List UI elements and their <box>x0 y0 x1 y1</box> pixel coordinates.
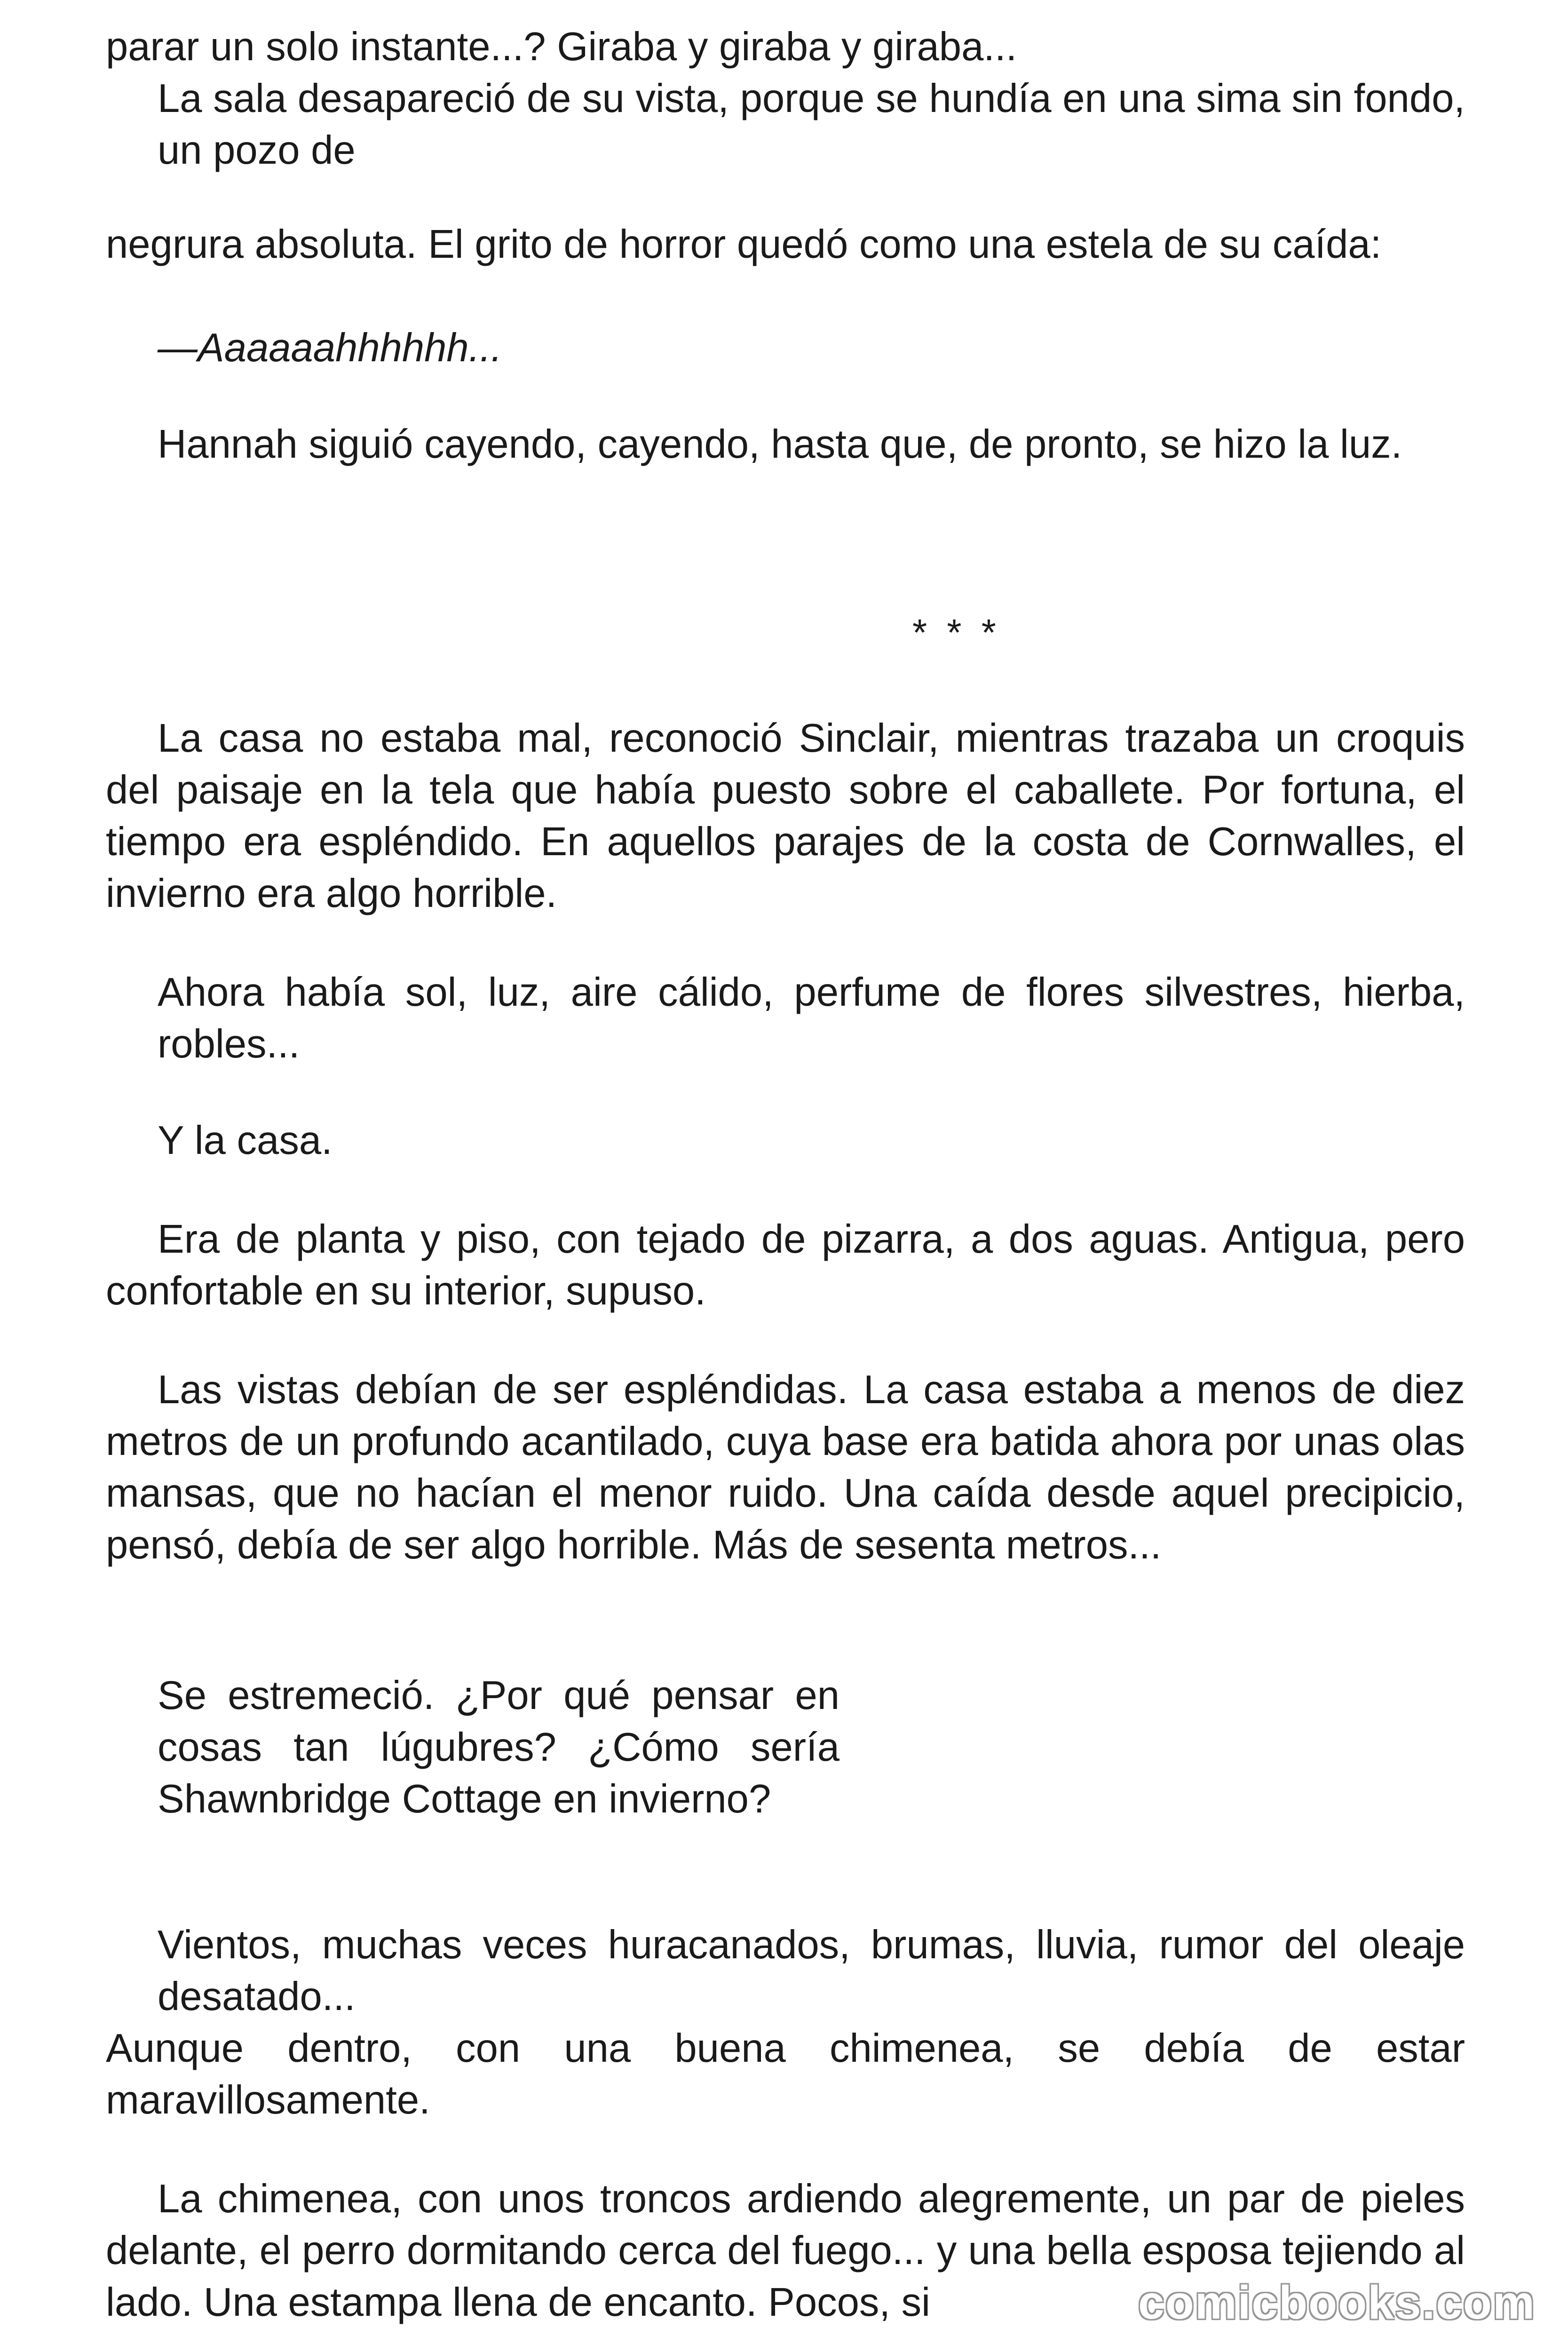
paragraph-7: La casa no estaba mal, reconoció Sinclair, mientras trazaba un croquis del paisaje en la tela que había puesto sobre el caballete. Por fortuna, el tiempo era espléndido. En aquellos parajes de la costa de Cornwalles, el invierno era algo horrible. <box>106 716 1465 916</box>
watermark-logo: comicbooks.com <box>1138 2276 1536 2329</box>
paragraph-9: Y la casa. <box>158 1118 333 1163</box>
paragraph-12: Se estremeció. ¿Por qué pensar en cosas tan lúgubres? ¿Cómo sería Shawnbridge Cottage en invierno? <box>158 1673 839 1821</box>
paragraph-2: La sala desapareció de su vista, porque se hundía en una sima sin fondo, un pozo de <box>158 76 1465 173</box>
section-separator: * * * <box>912 612 1001 653</box>
paragraph-15: La chimenea, con unos troncos ardiendo alegremente, un par de pieles delante, el perro dormitando cerca del fuego... y una bella esposa tejiendo al lado. Una estampa llena de encanto. Pocos, si <box>106 2177 1465 2325</box>
paragraph-3: negrura absoluta. El grito de horror quedó como una estela de su caída: <box>106 222 1382 267</box>
paragraph-13: Vientos, muchas veces huracanados, brumas, lluvia, rumor del oleaje desatado... <box>158 1923 1465 2019</box>
paragraph-10: Era de planta y piso, con tejado de pizarra, a dos aguas. Antigua, pero confortable en su interior, supuso. <box>106 1217 1465 1313</box>
dialogue-scream: —Aaaaaahhhhhh... <box>158 326 502 370</box>
paragraph-11: Las vistas debían de ser espléndidas. La casa estaba a menos de diez metros de un profundo acantilado, cuya base era batida ahora por unas olas mansas, que no hacían el menor ruido. Una caída desde aquel precipicio, pensó, debía de ser algo horrible. Más de sesenta metros... <box>106 1367 1465 1567</box>
paragraph-1: parar un solo instante...? Giraba y giraba y giraba... <box>106 24 1017 69</box>
paragraph-8: Ahora había sol, luz, aire cálido, perfume de flores silvestres, hierba, robles... <box>158 970 1465 1066</box>
paragraph-14: Aunque dentro, con una buena chimenea, se debía de estar maravillosamente. <box>106 2026 1465 2122</box>
paragraph-5: Hannah siguió cayendo, cayendo, hasta que, de pronto, se hizo la luz. <box>158 422 1402 467</box>
